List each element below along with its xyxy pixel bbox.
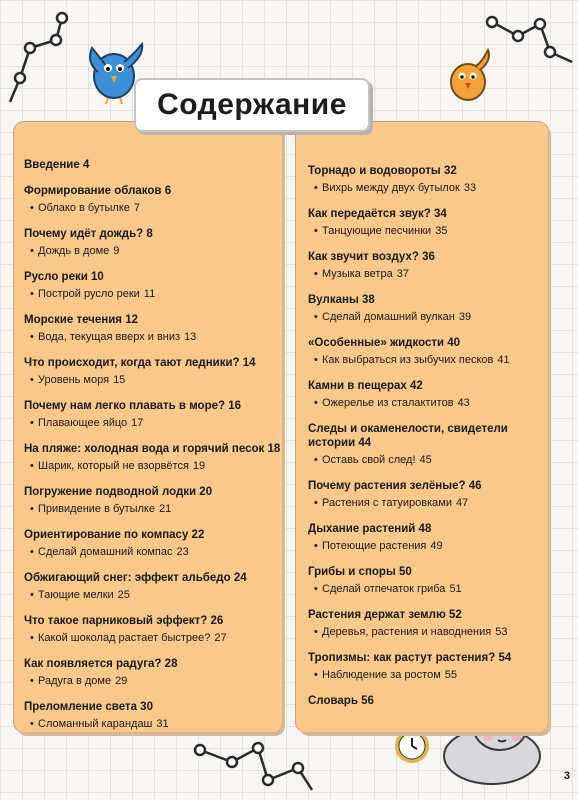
toc-subentry	[308, 582, 542, 596]
toc-entry-title-text: Что такое парниковый эффект?	[24, 615, 208, 627]
toc-entry-title	[308, 336, 542, 350]
toc-entry-page: 50	[398, 566, 412, 578]
toc-entry-page: 36	[422, 251, 435, 263]
toc-entry	[24, 227, 282, 258]
toc-subentry	[24, 416, 282, 430]
toc-entry-page: 32	[443, 165, 457, 177]
bullet-icon: •	[30, 589, 34, 601]
toc-subentry	[24, 717, 282, 731]
toc-entry-page: 44	[358, 437, 372, 449]
toc-entry-title	[24, 442, 282, 456]
toc-subentry-page: 49	[430, 540, 443, 552]
toc-entry-title	[308, 565, 542, 579]
toc-subentry	[24, 201, 282, 215]
toc-entry-title	[308, 422, 542, 450]
toc-subentry-page: 29	[115, 675, 128, 687]
toc-entry-title	[24, 227, 282, 241]
toc-entry-title	[24, 485, 282, 499]
toc-entry-page: 52	[449, 609, 462, 621]
toc-entry	[24, 442, 282, 473]
toc-entry-title	[24, 528, 282, 542]
toc-entry	[24, 356, 282, 387]
toc-subentry-text: Привидение в бутылке	[38, 503, 155, 515]
toc-entry-page: 24	[233, 572, 247, 584]
toc-subentry-text: Сломанный карандаш	[38, 718, 153, 730]
toc-subentry-text: Вода, текущая вверх и вниз	[38, 331, 181, 343]
toc-entry-page: 18	[267, 443, 281, 455]
toc-subentry-page: 15	[113, 374, 126, 386]
toc-subentry-text: Сделай домашний вулкан	[322, 311, 455, 323]
toc-entry-page: 16	[228, 400, 242, 412]
toc-subentry-text: Потеющие растения	[322, 540, 427, 552]
toc-subentry-page: 17	[131, 417, 144, 429]
toc-entry-title-text: Растения держат землю	[308, 609, 446, 621]
toc-entry-title	[308, 379, 542, 393]
page-title: Содержание	[157, 88, 347, 121]
toc-entry-title-text: Как звучит воздух?	[308, 251, 419, 263]
toc-entry-title-text: «Особенные» жидкости	[308, 337, 445, 349]
toc-subentry-page: 47	[455, 497, 469, 509]
toc-subentry-page: 25	[117, 589, 130, 601]
toc-subentry	[24, 674, 282, 688]
toc-entry-page: 14	[242, 357, 256, 369]
title-tab	[134, 78, 370, 132]
toc-entry	[308, 651, 542, 682]
toc-entry-title-text: Словарь	[308, 695, 358, 707]
toc-entry-title	[24, 270, 282, 284]
toc-subentry-text: Оставь свой след!	[322, 454, 416, 466]
toc-subentry-page: 9	[113, 245, 120, 257]
toc-entry-title-text: Грибы и споры	[308, 566, 396, 578]
bullet-icon: •	[30, 417, 34, 429]
toc-entry-page: 54	[498, 652, 512, 664]
bullet-icon: •	[30, 288, 34, 300]
toc-subentry	[308, 181, 542, 195]
molecule-top-left-icon	[0, 10, 80, 110]
bullet-icon: •	[314, 268, 318, 280]
toc-entry	[24, 184, 282, 215]
toc-entry-page: 46	[468, 480, 482, 492]
bullet-icon: •	[30, 632, 34, 644]
toc-entry-title	[308, 207, 542, 221]
toc-subentry-text: Шарик, который не взорвётся	[38, 460, 189, 472]
toc-subentry-text: Ожерелье из сталактитов	[322, 397, 454, 409]
toc-subentry-page: 33	[463, 182, 477, 194]
toc-subentry-page: 53	[495, 626, 508, 638]
toc-entry-title-text: Преломление света	[24, 701, 137, 713]
toc-subentry	[308, 453, 542, 467]
bullet-icon: •	[30, 245, 34, 257]
toc-entry-title	[308, 651, 542, 665]
bullet-icon: •	[314, 397, 318, 409]
toc-entry-page: 30	[140, 701, 153, 713]
toc-entry	[308, 479, 542, 510]
toc-entry	[24, 571, 282, 602]
toc-subentry-page: 13	[184, 331, 197, 343]
toc-entry-title	[24, 356, 282, 370]
toc-entry-title-text: Введение	[24, 159, 80, 171]
molecule-bottom-icon	[188, 728, 318, 800]
toc-entry-title	[308, 164, 542, 178]
toc-entry	[308, 422, 542, 467]
toc-subentry-text: Дождь в доме	[38, 245, 110, 257]
toc-entry-title-text: Камни в пещерах	[308, 380, 407, 392]
toc-entry	[308, 336, 542, 367]
toc-subentry-text: Вихрь между двух бутылок	[322, 182, 460, 194]
toc-entry-page: 34	[434, 208, 447, 220]
toc-entry-page: 12	[125, 314, 138, 326]
toc-entry-title	[308, 522, 542, 536]
toc-entry	[24, 158, 282, 172]
toc-subentry-page: 31	[156, 718, 169, 730]
toc-subentry-text: Построй русло реки	[38, 288, 140, 300]
toc-subentry-page: 39	[458, 311, 472, 323]
toc-subentry	[24, 631, 282, 645]
bullet-icon: •	[314, 311, 318, 323]
toc-entry-title	[24, 313, 282, 327]
toc-subentry-text: Радуга в доме	[38, 675, 112, 687]
toc-subentry-text: Сделай домашний компас	[38, 546, 173, 558]
bullet-icon: •	[30, 503, 34, 515]
toc-entry	[308, 379, 542, 410]
toc-subentry	[24, 330, 282, 344]
toc-entry-title-text: Погружение подводной лодки	[24, 486, 197, 498]
toc-entry	[308, 565, 542, 596]
toc-entry-title	[308, 250, 542, 264]
toc-entry	[24, 399, 282, 430]
toc-entry-title-text: Обжигающий снег: эффект альбедо	[24, 572, 231, 584]
toc-right-panel	[296, 122, 548, 732]
toc-entry	[308, 164, 542, 195]
toc-entry	[308, 293, 542, 324]
bullet-icon: •	[314, 454, 318, 466]
toc-entry-title	[24, 700, 282, 714]
toc-entry-title-text: Следы и окаменелости, свидетели истории	[308, 423, 508, 449]
page-number: 3	[563, 770, 570, 782]
toc-entry	[24, 270, 282, 301]
toc-entry	[308, 694, 542, 708]
bullet-icon: •	[314, 225, 318, 237]
bullet-icon: •	[30, 460, 34, 472]
toc-entry	[24, 485, 282, 516]
toc-entry-title-text: Дыхание растений	[308, 523, 416, 535]
toc-entry-title-text: Формирование облаков	[24, 185, 162, 197]
toc-subentry-page: 51	[449, 583, 462, 595]
toc-entry-page: 22	[191, 529, 205, 541]
toc-subentry-page: 27	[214, 632, 227, 644]
toc-entry-title	[24, 571, 282, 585]
bullet-icon: •	[314, 669, 318, 681]
toc-subentry-text: Уровень моря	[38, 374, 110, 386]
toc-subentry-text: Сделай отпечаток гриба	[322, 583, 446, 595]
toc-subentry-page: 7	[133, 202, 141, 214]
toc-entry-page: 6	[164, 185, 172, 197]
toc-right-list	[296, 122, 548, 708]
toc-entry-title-text: Тропизмы: как растут растения?	[308, 652, 496, 664]
toc-subentry	[308, 353, 542, 367]
toc-entry-title	[24, 184, 282, 198]
bullet-icon: •	[314, 354, 318, 366]
toc-subentry	[24, 588, 282, 602]
toc-entry	[308, 250, 542, 281]
bullet-icon: •	[30, 718, 34, 730]
toc-entry	[24, 313, 282, 344]
toc-left-panel	[14, 122, 282, 732]
toc-entry-page: 42	[410, 380, 423, 392]
toc-entry	[24, 700, 282, 731]
toc-entry-page: 48	[418, 523, 432, 535]
toc-subentry-page: 21	[158, 503, 172, 515]
toc-subentry-page: 43	[457, 397, 470, 409]
toc-entry-page: 56	[361, 695, 374, 707]
toc-subentry	[308, 625, 542, 639]
toc-subentry-text: Тающие мелки	[38, 589, 114, 601]
bullet-icon: •	[314, 626, 318, 638]
bullet-icon: •	[30, 675, 34, 687]
bullet-icon: •	[314, 182, 318, 194]
toc-subentry	[308, 310, 542, 324]
toc-subentry-text: Какой шоколад растает быстрее?	[38, 632, 211, 644]
toc-subentry-page: 41	[497, 354, 510, 366]
toc-subentry	[308, 396, 542, 410]
toc-subentry-text: Облако в бутылке	[38, 202, 130, 214]
bullet-icon: •	[30, 331, 34, 343]
bullet-icon: •	[30, 202, 34, 214]
toc-subentry	[24, 502, 282, 516]
toc-entry-title-text: Торнадо и водовороты	[308, 165, 441, 177]
toc-subentry-text: Наблюдение за ростом	[322, 669, 441, 681]
toc-entry	[24, 614, 282, 645]
toc-entry	[24, 528, 282, 559]
toc-subentry-text: Как выбраться из зыбучих песков	[322, 354, 494, 366]
bullet-icon: •	[30, 546, 34, 558]
toc-subentry	[308, 224, 542, 238]
bullet-icon: •	[314, 540, 318, 552]
bullet-icon: •	[314, 583, 318, 595]
toc-entry-title	[308, 694, 542, 708]
toc-entry-title-text: Почему растения зелёные?	[308, 480, 466, 492]
toc-entry-title	[308, 608, 542, 622]
toc-entry-title-text: Почему идёт дождь?	[24, 228, 144, 240]
toc-entry-title-text: Как появляется радуга?	[24, 658, 162, 670]
toc-entry	[308, 608, 542, 639]
bullet-icon: •	[314, 497, 318, 509]
toc-subentry	[24, 287, 282, 301]
toc-subentry-text: Растения с татуировками	[322, 497, 452, 509]
orange-bird-icon	[444, 48, 496, 106]
toc-entry-title	[308, 479, 542, 493]
toc-subentry-text: Музыка ветра	[322, 268, 393, 280]
bullet-icon: •	[30, 374, 34, 386]
toc-entry-page: 28	[164, 658, 178, 670]
toc-entry-title-text: На пляже: холодная вода и горячий песок	[24, 443, 265, 455]
toc-subentry-text: Деревья, растения и наводнения	[322, 626, 492, 638]
toc-left-list	[14, 122, 282, 731]
toc-subentry-text: Плавающее яйцо	[38, 417, 128, 429]
toc-subentry-page: 37	[396, 268, 409, 280]
toc-entry	[308, 207, 542, 238]
toc-subentry	[24, 545, 282, 559]
toc-subentry-page: 35	[435, 225, 448, 237]
toc-subentry-page: 45	[419, 454, 432, 466]
toc-subentry	[308, 267, 542, 281]
toc-entry-page: 26	[210, 615, 224, 627]
toc-entry-title	[24, 399, 282, 413]
toc-entry-title-text: Как передаётся звук?	[308, 208, 431, 220]
toc-subentry	[308, 539, 542, 553]
toc-entry-page: 20	[199, 486, 213, 498]
toc-subentry-page: 23	[176, 546, 189, 558]
toc-entry-title-text: Морские течения	[24, 314, 122, 326]
toc-entry-page: 4	[82, 159, 90, 171]
toc-subentry	[308, 668, 542, 682]
toc-subentry	[24, 373, 282, 387]
toc-subentry	[24, 459, 282, 473]
toc-entry-title-text: Ориентирование по компасу	[24, 529, 189, 541]
toc-subentry-text: Танцующие песчинки	[322, 225, 432, 237]
toc-subentry-page: 11	[143, 288, 156, 300]
toc-entry-page: 40	[447, 337, 461, 349]
toc-subentry-page: 55	[444, 669, 458, 681]
toc-entry-title	[24, 614, 282, 628]
toc-subentry	[308, 496, 542, 510]
toc-entry	[308, 522, 542, 553]
toc-entry-page: 8	[146, 228, 153, 240]
toc-subentry-page: 19	[192, 460, 206, 472]
toc-entry	[24, 657, 282, 688]
toc-entry-title	[24, 158, 282, 172]
toc-entry-title-text: Вулканы	[308, 294, 359, 306]
toc-entry-page: 38	[361, 294, 375, 306]
toc-entry-title-text: Что происходит, когда тают ледники?	[24, 357, 240, 369]
toc-entry-title	[308, 293, 542, 307]
toc-entry-page: 10	[91, 271, 104, 283]
toc-entry-title-text: Русло реки	[24, 271, 88, 283]
toc-entry-title-text: Почему нам легко плавать в море?	[24, 400, 226, 412]
toc-entry-title	[24, 657, 282, 671]
toc-subentry	[24, 244, 282, 258]
